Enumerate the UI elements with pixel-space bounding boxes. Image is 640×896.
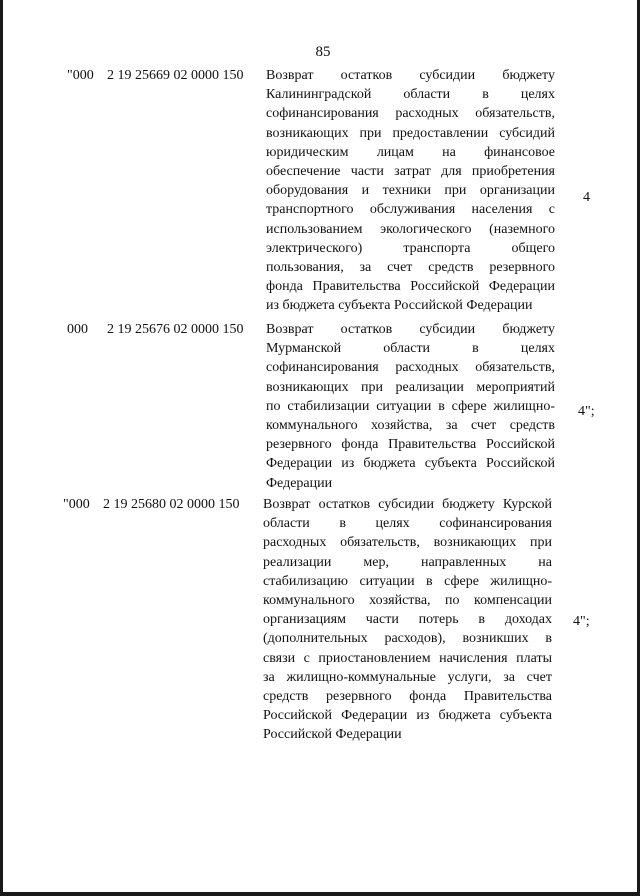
description-line: организациям части потерь в доходах (263, 612, 552, 628)
description-line: Возврат остатков субсидии бюджету Курской (263, 497, 552, 512)
code-number: 2 19 25669 02 0000 150 (107, 68, 244, 83)
description-line: юридическим лицам на финансовое (266, 144, 555, 160)
row-description (266, 320, 555, 493)
description-line: Федерации (266, 475, 333, 491)
description-line: Мурманской области в целях (266, 341, 555, 357)
budget-code (63, 495, 263, 514)
description-line: софинансирования расходных обязательств, (266, 106, 555, 122)
page-number: 85 (315, 44, 331, 60)
description-line: стабилизацию ситуации в сфере жилищно- (263, 573, 552, 589)
description-line: реализации мер, направленных на (263, 554, 552, 570)
description-line: из бюджета субъекта Российской Федерации (266, 298, 533, 314)
row-amount: 4"; (578, 404, 595, 419)
budget-code (67, 66, 267, 85)
description-line: возникающих при реализации мероприятий (266, 379, 555, 395)
row-description (263, 495, 552, 745)
description-line: коммунального хозяйства, за счет средств (266, 418, 555, 434)
description-line: транспортного обслуживания населения с (266, 202, 555, 218)
description-line: софинансирования расходных обязательств, (266, 360, 555, 376)
description-line: электрического) транспорта общего (266, 240, 555, 256)
row-amount: 4 (583, 190, 590, 205)
description-line: возникающих при предоставлении субсидий (266, 125, 555, 141)
code-number: 2 19 25676 02 0000 150 (107, 322, 244, 337)
description-line: оборудования и техники при организации (266, 183, 555, 199)
description-line: Калининградской области в целях (266, 87, 555, 103)
code-number: 2 19 25680 02 0000 150 (103, 497, 240, 512)
budget-code (67, 320, 267, 339)
description-line: Российской Федерации из бюджета субъекта (263, 708, 552, 724)
description-line: расходных обязательств, возникающих при (263, 535, 552, 551)
code-prefix: 000 (67, 322, 88, 337)
description-line: области в целях софинансирования (263, 516, 552, 532)
description-line: по стабилизации ситуации в сфере жилищно- (266, 398, 555, 414)
description-line: обеспечение части затрат для приобретения (266, 164, 555, 180)
description-line: Возврат остатков субсидии бюджету (266, 68, 555, 83)
description-line: средств резервного фонда Правительства (263, 689, 552, 705)
description-line: связи с приостановлением начисления платы (263, 650, 552, 666)
description-line: фонда Правительства Российской Федерации (266, 279, 555, 295)
description-line: (дополнительных расходов), возникших в (263, 631, 552, 647)
code-prefix: "000 (63, 497, 90, 512)
description-line: коммунального хозяйства, по компенсации (263, 593, 552, 609)
description-line: пользования, за счет средств резервного (266, 260, 555, 276)
description-line: использованием экологического (наземного (266, 221, 555, 237)
row-description (266, 66, 555, 316)
description-line: Возврат остатков субсидии бюджету (266, 322, 555, 337)
description-line: резервного фонда Правительства Российской (266, 437, 555, 453)
code-prefix: "000 (67, 68, 94, 83)
description-line: Федерации из бюджета субъекта Российской (266, 456, 555, 472)
description-line: за жилищно-коммунальные услуги, за счет (263, 669, 552, 685)
description-line: Российской Федерации (263, 727, 402, 743)
row-amount: 4"; (573, 614, 590, 629)
